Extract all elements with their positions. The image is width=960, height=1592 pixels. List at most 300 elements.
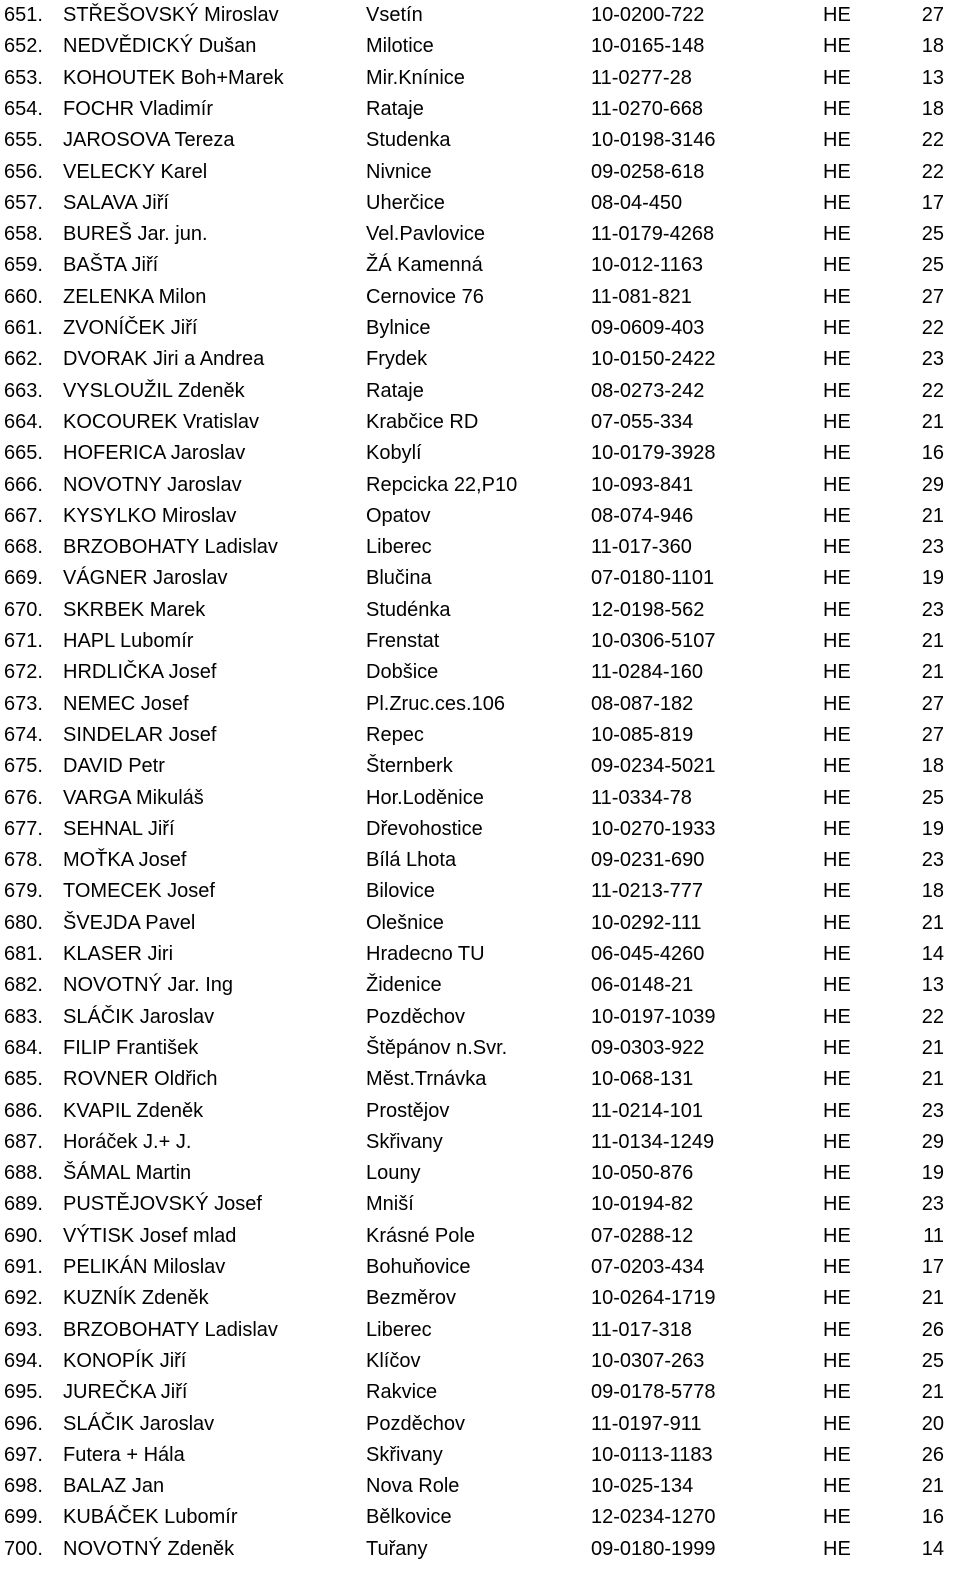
row-number: 666. <box>4 473 43 496</box>
place-name: Repec <box>366 723 424 746</box>
ring-code: 10-0150-2422 <box>591 348 716 371</box>
category: HE <box>823 1256 851 1278</box>
place-name: Hor.Loděnice <box>366 786 484 809</box>
place-name: Skřivany <box>366 1443 443 1466</box>
row-value: 26 <box>921 1443 944 1466</box>
owner-name: VYSLOUŽIL Zdeněk <box>63 379 245 402</box>
place-name: Liberec <box>366 536 432 559</box>
owner-name: KOCOUREK Vratislav <box>63 410 259 433</box>
place-name: Milotice <box>366 35 434 58</box>
category: HE <box>823 1036 851 1059</box>
row-value: 23 <box>921 536 944 559</box>
ring-code: 11-017-318 <box>591 1318 692 1341</box>
place-name: Krásné Pole <box>366 1224 475 1247</box>
place-name: Liberec <box>366 1318 432 1341</box>
place-name: Olešnice <box>366 911 444 934</box>
place-name: Nova Role <box>366 1475 460 1498</box>
list-row <box>0 376 960 407</box>
row-value: 21 <box>921 911 944 934</box>
list-row <box>0 282 960 313</box>
list-row <box>0 876 960 907</box>
row-value: 18 <box>921 880 944 903</box>
ring-code: 10-0179-3928 <box>591 442 716 465</box>
category: HE <box>823 1349 851 1372</box>
owner-name: BRZOBOHATY Ladislav <box>63 1318 278 1341</box>
owner-name: KOHOUTEK Boh+Marek <box>63 66 284 89</box>
category: HE <box>823 473 851 496</box>
owner-name: NEDVĚDICKÝ Dušan <box>63 35 257 58</box>
owner-name: KUZNÍK Zdeněk <box>63 1287 209 1310</box>
row-number: 664. <box>4 410 43 433</box>
row-number: 667. <box>4 504 43 527</box>
category: HE <box>823 849 851 872</box>
place-name: Vel.Pavlovice <box>366 223 485 246</box>
place-name: Louny <box>366 1162 421 1185</box>
list-row <box>0 188 960 219</box>
owner-name: JAROSOVA Tereza <box>63 129 235 152</box>
place-name: Frenstat <box>366 630 440 652</box>
row-value: 18 <box>921 97 944 120</box>
category: HE <box>823 598 851 621</box>
category: HE <box>823 379 851 402</box>
place-name: Prostějov <box>366 1099 450 1122</box>
owner-name: JUREČKA Jiří <box>63 1381 188 1404</box>
list-row <box>0 908 960 939</box>
row-number: 660. <box>4 285 43 308</box>
row-number: 691. <box>4 1256 43 1278</box>
row-value: 29 <box>921 473 944 496</box>
category: HE <box>823 661 851 684</box>
row-value: 27 <box>921 285 944 308</box>
place-name: Rakvice <box>366 1381 438 1404</box>
category: HE <box>823 943 851 965</box>
list-row <box>0 63 960 94</box>
owner-name: NEMEC Josef <box>63 692 189 715</box>
category: HE <box>823 755 851 778</box>
category: HE <box>823 911 851 934</box>
owner-name: BAŠTA Jiří <box>63 254 159 277</box>
ring-code: 11-081-821 <box>591 285 692 308</box>
row-number: 675. <box>4 755 43 778</box>
place-name: Blučina <box>366 567 432 590</box>
list-row <box>0 595 960 626</box>
row-value: 21 <box>921 1381 944 1404</box>
owner-name: ŠVEJDA Pavel <box>63 911 196 934</box>
row-number: 677. <box>4 817 43 840</box>
list-row <box>0 1346 960 1377</box>
place-name: Frydek <box>366 348 428 371</box>
owner-name: PELIKÁN Miloslav <box>63 1256 226 1278</box>
row-number: 674. <box>4 723 43 746</box>
row-number: 681. <box>4 943 43 965</box>
row-value: 21 <box>921 1068 944 1091</box>
ring-code: 10-085-819 <box>591 723 694 746</box>
ring-code: 10-0197-1039 <box>591 1005 716 1028</box>
owner-name: BALAZ Jan <box>63 1475 165 1498</box>
category: HE <box>823 723 851 746</box>
row-value: 13 <box>921 66 944 89</box>
owner-name: DVORAK Jiri a Andrea <box>63 348 265 371</box>
row-value: 29 <box>921 1130 944 1153</box>
owner-name: MOŤKA Josef <box>63 849 187 872</box>
row-value: 23 <box>921 348 944 371</box>
owner-name: HRDLIČKA Josef <box>63 661 217 684</box>
owner-name: VELECKY Karel <box>63 160 208 183</box>
category: HE <box>823 35 851 58</box>
ring-code: 10-0198-3146 <box>591 129 716 152</box>
owner-name: KVAPIL Zdeněk <box>63 1099 204 1122</box>
row-number: 698. <box>4 1475 43 1498</box>
ring-code: 11-0179-4268 <box>591 223 715 246</box>
ring-code: 11-0214-101 <box>591 1099 703 1122</box>
place-name: Měst.Trnávka <box>366 1068 487 1091</box>
place-name: Studenka <box>366 129 451 152</box>
owner-name: ROVNER Oldřich <box>63 1068 218 1091</box>
list-row <box>0 125 960 156</box>
row-value: 19 <box>921 567 944 590</box>
list-row <box>0 1471 960 1502</box>
row-value: 23 <box>921 849 944 872</box>
list-row <box>0 657 960 688</box>
ring-code: 11-0197-911 <box>591 1412 702 1435</box>
owner-name: ZELENKA Milon <box>63 285 207 308</box>
row-number: 689. <box>4 1193 43 1216</box>
row-value: 25 <box>921 1349 944 1372</box>
category: HE <box>823 1318 851 1341</box>
ring-code: 11-0270-668 <box>591 97 703 120</box>
list-row <box>0 1189 960 1220</box>
row-value: 14 <box>921 1537 944 1560</box>
row-number: 682. <box>4 974 43 997</box>
ring-code: 10-0194-82 <box>591 1193 694 1216</box>
owner-name: NOVOTNY Jaroslav <box>63 473 242 496</box>
row-value: 22 <box>921 129 944 152</box>
place-name: Kobylí <box>366 442 422 465</box>
owner-name: VÝTISK Josef mlad <box>63 1224 237 1247</box>
owner-name: STŘEŠOVSKÝ Miroslav <box>63 4 279 26</box>
category: HE <box>823 160 851 183</box>
row-value: 22 <box>921 160 944 183</box>
row-value: 13 <box>921 974 944 997</box>
row-number: 676. <box>4 786 43 809</box>
row-number: 661. <box>4 317 43 339</box>
owner-name: VARGA Mikuláš <box>63 786 204 809</box>
ring-code: 12-0234-1270 <box>591 1506 716 1529</box>
ring-code: 08-04-450 <box>591 191 683 214</box>
category: HE <box>823 1068 851 1091</box>
owner-name: KLASER Jiri <box>63 943 174 965</box>
owner-name: ŠÁMAL Martin <box>63 1162 192 1185</box>
row-value: 27 <box>921 4 944 26</box>
row-number: 684. <box>4 1036 43 1059</box>
place-name: Hradecno TU <box>366 943 485 965</box>
place-name: Repcicka 22,P10 <box>366 473 518 496</box>
row-number: 678. <box>4 849 43 872</box>
place-name: Bezměrov <box>366 1287 457 1310</box>
owner-name: HOFERICA Jaroslav <box>63 442 246 465</box>
category: HE <box>823 1193 851 1216</box>
row-value: 21 <box>921 1475 944 1498</box>
list-row <box>0 157 960 188</box>
ring-code: 11-0334-78 <box>591 786 692 809</box>
row-value: 16 <box>921 1506 944 1529</box>
ring-code: 08-0273-242 <box>591 379 705 402</box>
owner-name: SEHNAL Jiří <box>63 817 175 840</box>
row-number: 655. <box>4 129 43 152</box>
owner-name: Horáček J.+ J. <box>63 1130 192 1153</box>
list-row <box>0 814 960 845</box>
category: HE <box>823 1443 851 1466</box>
list-row <box>0 31 960 62</box>
owner-name: DAVID Petr <box>63 755 165 778</box>
category: HE <box>823 1412 851 1435</box>
place-name: Uherčice <box>366 191 445 214</box>
category: HE <box>823 442 851 465</box>
place-name: Bylnice <box>366 317 431 339</box>
list-row <box>0 1033 960 1064</box>
list-row <box>0 501 960 532</box>
row-number: 697. <box>4 1443 43 1466</box>
row-number: 654. <box>4 97 43 120</box>
ring-code: 10-025-134 <box>591 1475 694 1498</box>
ring-code: 09-0258-618 <box>591 160 705 183</box>
category: HE <box>823 1005 851 1028</box>
place-name: Rataje <box>366 379 424 402</box>
list-row <box>0 1440 960 1471</box>
place-name: Pozděchov <box>366 1005 465 1028</box>
row-number: 671. <box>4 630 43 652</box>
ring-code: 09-0231-690 <box>591 849 705 872</box>
row-number: 670. <box>4 598 43 621</box>
row-number: 665. <box>4 442 43 465</box>
place-name: Bohuňovice <box>366 1256 471 1278</box>
ring-code: 11-0277-28 <box>591 66 692 89</box>
row-value: 22 <box>921 317 944 339</box>
list-row <box>0 1002 960 1033</box>
category: HE <box>823 692 851 715</box>
row-number: 672. <box>4 661 43 684</box>
ring-code: 11-0134-1249 <box>591 1130 715 1153</box>
list-row <box>0 563 960 594</box>
owner-name: SKRBEK Marek <box>63 598 206 621</box>
row-number: 687. <box>4 1130 43 1153</box>
row-number: 668. <box>4 536 43 559</box>
ring-code: 10-0270-1933 <box>591 817 716 840</box>
category: HE <box>823 317 851 339</box>
row-number: 696. <box>4 1412 43 1435</box>
row-value: 21 <box>921 661 944 684</box>
row-value: 21 <box>921 1287 944 1310</box>
row-value: 25 <box>921 254 944 277</box>
ring-code: 10-0292-111 <box>591 911 702 934</box>
row-value: 17 <box>921 191 944 214</box>
row-value: 18 <box>921 35 944 58</box>
owner-name: KUBÁČEK Lubomír <box>63 1506 238 1529</box>
row-value: 17 <box>921 1256 944 1278</box>
row-number: 653. <box>4 66 43 89</box>
category: HE <box>823 66 851 89</box>
category: HE <box>823 285 851 308</box>
category: HE <box>823 880 851 903</box>
place-name: Bilovice <box>366 880 435 903</box>
category: HE <box>823 348 851 371</box>
list-row <box>0 407 960 438</box>
row-number: 657. <box>4 191 43 214</box>
row-number: 651. <box>4 4 43 26</box>
row-value: 22 <box>921 379 944 402</box>
ring-code: 10-050-876 <box>591 1162 694 1185</box>
ring-code: 10-0113-1183 <box>591 1443 713 1466</box>
place-name: Mir.Knínice <box>366 66 465 89</box>
row-number: 694. <box>4 1349 43 1372</box>
ring-code: 10-0200-722 <box>591 4 705 26</box>
category: HE <box>823 974 851 997</box>
category: HE <box>823 1381 851 1404</box>
row-number: 700. <box>4 1537 43 1560</box>
list-row <box>0 1127 960 1158</box>
ring-code: 10-093-841 <box>591 473 694 496</box>
list-row <box>0 438 960 469</box>
row-number: 662. <box>4 348 43 371</box>
row-value: 11 <box>923 1224 944 1247</box>
owner-name: FILIP František <box>63 1036 199 1059</box>
place-name: Studénka <box>366 598 451 621</box>
list-row <box>0 470 960 501</box>
row-value: 21 <box>921 1036 944 1059</box>
place-name: ŽÁ Kamenná <box>366 254 483 277</box>
row-value: 21 <box>921 504 944 527</box>
owner-name: KYSYLKO Miroslav <box>63 504 237 527</box>
category: HE <box>823 129 851 152</box>
row-number: 652. <box>4 35 43 58</box>
ring-code: 10-0307-263 <box>591 1349 705 1372</box>
list-row <box>0 970 960 1001</box>
row-value: 21 <box>921 630 944 652</box>
place-name: Krabčice RD <box>366 410 479 433</box>
ring-code: 11-0213-777 <box>591 880 703 903</box>
row-value: 21 <box>921 410 944 433</box>
list-row <box>0 1221 960 1252</box>
row-number: 699. <box>4 1506 43 1529</box>
category: HE <box>823 567 851 590</box>
list-row <box>0 720 960 751</box>
category: HE <box>823 4 851 26</box>
place-name: Cernovice 76 <box>366 285 484 308</box>
list-row <box>0 94 960 125</box>
ring-code: 09-0180-1999 <box>591 1537 716 1560</box>
owner-name: SLÁČIK Jaroslav <box>63 1412 215 1435</box>
row-value: 25 <box>921 223 944 246</box>
ring-code: 10-068-131 <box>591 1068 694 1091</box>
category: HE <box>823 97 851 120</box>
owner-name: SINDELAR Josef <box>63 723 217 746</box>
row-value: 25 <box>921 786 944 809</box>
row-number: 673. <box>4 692 43 715</box>
list-row <box>0 1502 960 1533</box>
ring-code: 11-0284-160 <box>591 661 703 684</box>
row-value: 26 <box>921 1318 944 1341</box>
ring-code: 09-0178-5778 <box>591 1381 716 1404</box>
place-name: Pl.Zruc.ces.106 <box>366 692 505 715</box>
row-value: 27 <box>921 692 944 715</box>
list-row <box>0 1158 960 1189</box>
place-name: Dobšice <box>366 661 439 684</box>
ring-code: 06-045-4260 <box>591 943 705 965</box>
category: HE <box>823 630 851 652</box>
row-value: 19 <box>921 817 944 840</box>
row-number: 695. <box>4 1381 43 1404</box>
row-number: 692. <box>4 1287 43 1310</box>
category: HE <box>823 1162 851 1185</box>
row-value: 22 <box>921 1005 944 1028</box>
category: HE <box>823 254 851 277</box>
owner-name: FOCHR Vladimír <box>63 97 214 120</box>
ring-code: 10-0165-148 <box>591 35 705 58</box>
row-value: 20 <box>921 1412 944 1435</box>
list-row <box>0 1096 960 1127</box>
place-name: Bílá Lhota <box>366 849 457 872</box>
place-name: Rataje <box>366 97 424 120</box>
place-name: Vsetín <box>366 4 423 26</box>
place-name: Mniší <box>366 1193 414 1216</box>
list-row <box>0 1252 960 1283</box>
list-row <box>0 751 960 782</box>
category: HE <box>823 817 851 840</box>
category: HE <box>823 1130 851 1153</box>
ring-code: 07-0180-1101 <box>591 567 715 590</box>
owner-name: ZVONÍČEK Jiří <box>63 317 198 339</box>
owner-name: SALAVA Jiří <box>63 191 169 214</box>
row-number: 685. <box>4 1068 43 1091</box>
owner-name: SLÁČIK Jaroslav <box>63 1005 215 1028</box>
ring-code: 07-055-334 <box>591 410 694 433</box>
category: HE <box>823 1224 851 1247</box>
list-row <box>0 0 960 31</box>
row-value: 16 <box>921 442 944 465</box>
row-number: 658. <box>4 223 43 246</box>
owner-name: BUREŠ Jar. jun. <box>63 223 208 246</box>
ring-code: 09-0234-5021 <box>591 755 716 778</box>
category: HE <box>823 536 851 559</box>
ring-code: 11-017-360 <box>591 536 692 559</box>
ring-code: 07-0288-12 <box>591 1224 694 1247</box>
row-value: 27 <box>921 723 944 746</box>
owner-name: PUSTĚJOVSKÝ Josef <box>63 1193 262 1216</box>
row-number: 686. <box>4 1099 43 1122</box>
owner-name: KONOPÍK Jiří <box>63 1349 187 1372</box>
row-number: 680. <box>4 911 43 934</box>
place-name: Židenice <box>366 974 442 997</box>
list-row <box>0 689 960 720</box>
place-name: Dřevohostice <box>366 817 483 840</box>
row-value: 14 <box>921 943 944 965</box>
list-row <box>0 532 960 563</box>
row-number: 669. <box>4 567 43 590</box>
row-number: 656. <box>4 160 43 183</box>
list-row <box>0 783 960 814</box>
place-name: Skřivany <box>366 1130 443 1153</box>
ring-code: 10-0264-1719 <box>591 1287 716 1310</box>
ring-code: 08-074-946 <box>591 504 694 527</box>
row-value: 23 <box>921 1193 944 1216</box>
category: HE <box>823 504 851 527</box>
row-number: 663. <box>4 379 43 402</box>
row-number: 690. <box>4 1224 43 1247</box>
row-number: 688. <box>4 1162 43 1185</box>
ring-code: 09-0303-922 <box>591 1036 705 1059</box>
owner-name: NOVOTNÝ Zdeněk <box>63 1537 235 1560</box>
list-row <box>0 1064 960 1095</box>
